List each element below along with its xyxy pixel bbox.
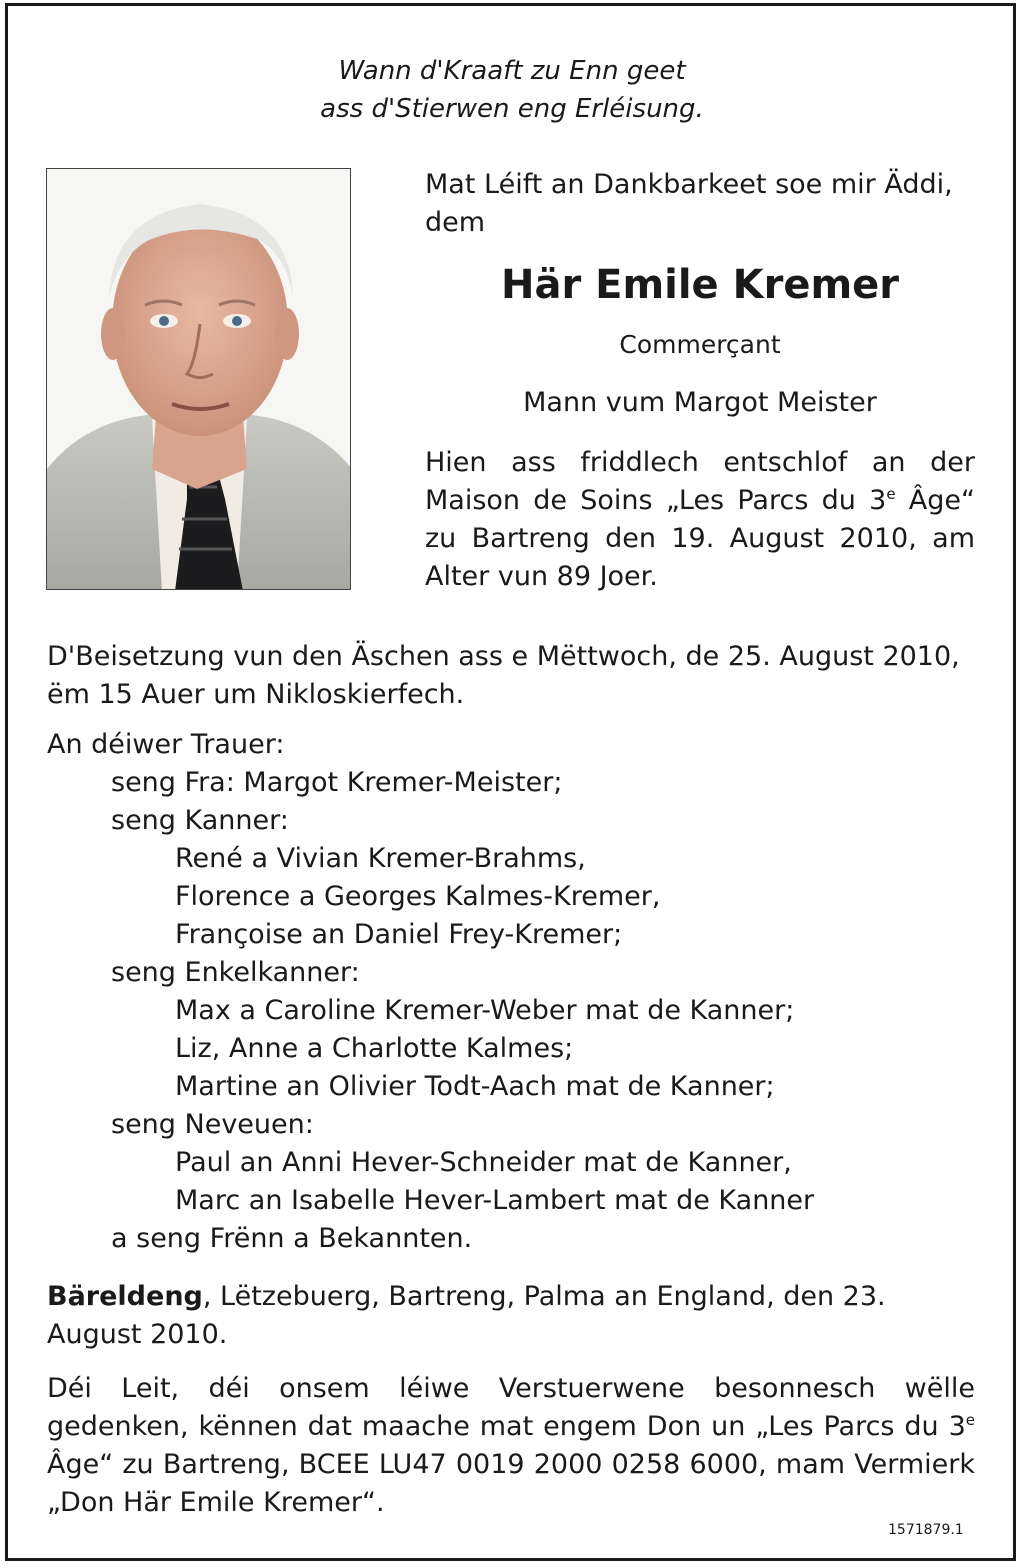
profession: Commerçant xyxy=(619,330,781,359)
intro-line-1: Mat Léift an Dankbarkeet soe mir Äddi, xyxy=(425,169,953,200)
mourner-row: Françoise an Daniel Frey-Kremer; xyxy=(175,919,623,950)
mourner-row: Liz, Anne a Charlotte Kalmes; xyxy=(175,1033,574,1064)
death-text-b: Âge“ zu Bartreng den 19. August 2010, am Alter vun 89 Joer. xyxy=(425,485,975,592)
mourner-row: seng Fra: Margot Kremer-Meister; xyxy=(111,767,563,798)
mourner-row: a seng Frënn a Bekannten. xyxy=(111,1223,473,1254)
mourner-row: René a Vivian Kremer-Brahms, xyxy=(175,843,586,874)
mourner-row: Paul an Anni Hever-Schneider mat de Kanner, xyxy=(175,1147,792,1178)
mourner-rows xyxy=(47,764,975,1258)
motto-line-1: Wann d'Kraaft zu Enn geet xyxy=(338,56,686,86)
place-date xyxy=(47,1278,975,1354)
mourner-row: Max a Caroline Kremer-Weber mat de Kanner; xyxy=(175,995,795,1026)
death-paragraph xyxy=(425,444,975,596)
mourner-row: seng Neveuen: xyxy=(111,1109,314,1140)
motto-line-2: ass d'Stierwen eng Erléisung. xyxy=(320,94,704,124)
donation-superscript: e xyxy=(965,1411,975,1429)
place-town: Bäreldeng xyxy=(47,1281,203,1312)
mourner-row: Florence a Georges Kalmes-Kremer, xyxy=(175,881,661,912)
mourners-heading: An déiwer Trauer: xyxy=(47,729,285,760)
donation-text-a: Déi Leit, déi onsem léiwe Verstuerwene besonnesch wëlle gedenken, kënnen dat maache mat engem Don un „Les Parcs du 3 xyxy=(47,1373,975,1442)
burial-paragraph: D'Beisetzung vun den Äschen ass e Mëttwoch, de 25. August 2010, ëm 15 Auer um Nikloskierfech. xyxy=(47,641,960,710)
mourner-row: seng Enkelkanner: xyxy=(111,957,360,988)
death-superscript: e xyxy=(886,485,896,503)
reference-number: 1571879.1 xyxy=(888,1522,964,1538)
mourners-list xyxy=(47,726,975,1258)
donation-paragraph xyxy=(47,1370,975,1522)
mourner-row: Marc an Isabelle Hever-Lambert mat de Kanner xyxy=(175,1185,815,1216)
announcement xyxy=(425,166,975,596)
place-rest: , Lëtzebuerg, Bartreng, Palma an England, den 23. August 2010. xyxy=(47,1281,886,1350)
portrait-photo xyxy=(46,168,351,590)
mourner-row: Martine an Olivier Todt-Aach mat de Kanner; xyxy=(175,1071,775,1102)
motto xyxy=(0,52,1024,128)
mourner-row: seng Kanner: xyxy=(111,805,289,836)
death-text-a: Hien ass friddlech entschlof an der Maison de Soins „Les Parcs du 3 xyxy=(425,447,975,516)
donation-text-b: Âge“ zu Bartreng, BCEE LU47 0019 2000 0258 6000, mam Vermierk „Don Här Emile Kremer“. xyxy=(47,1449,975,1518)
deceased-name: Här Emile Kremer xyxy=(501,262,899,308)
intro-line-2: dem xyxy=(425,207,486,238)
portrait-image xyxy=(47,169,351,590)
spouse-line: Mann vum Margot Meister xyxy=(523,387,877,418)
